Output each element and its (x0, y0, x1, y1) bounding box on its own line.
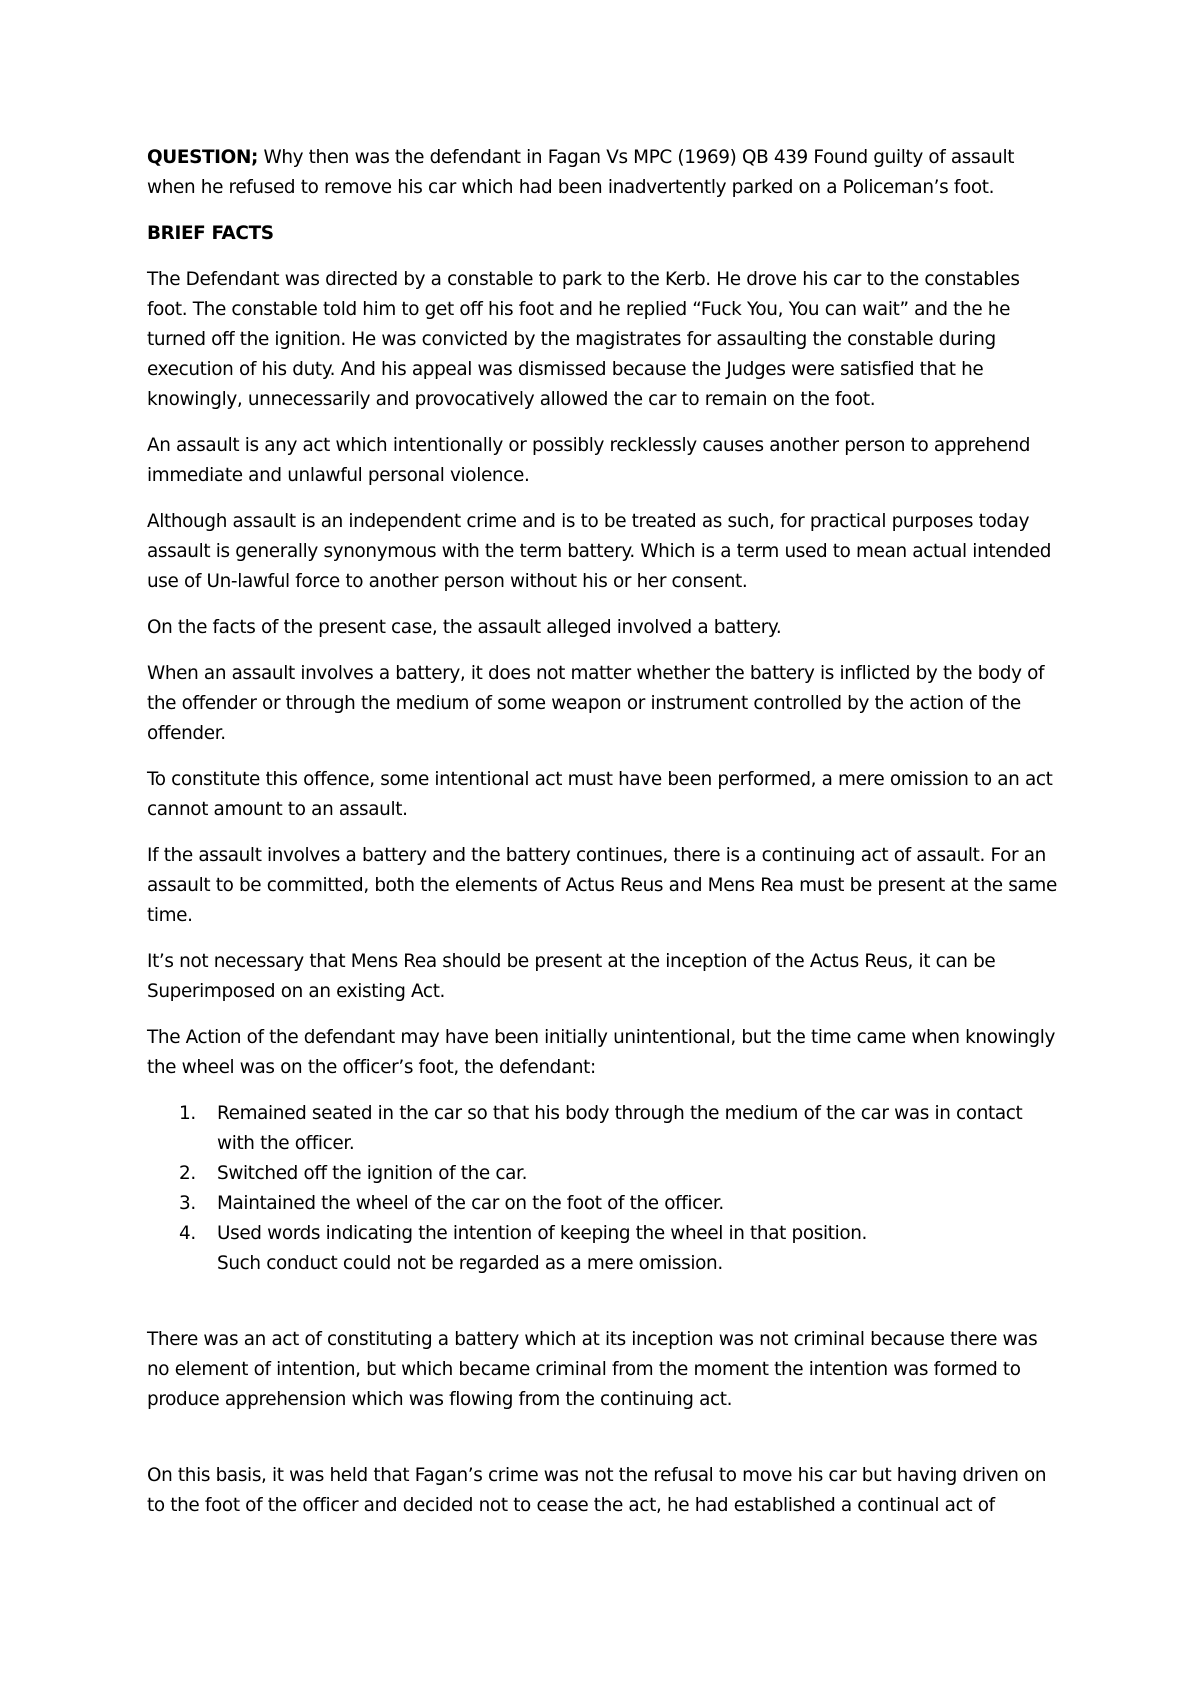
brief-facts-heading: BRIEF FACTS (147, 223, 274, 244)
list-item (147, 1189, 1062, 1219)
body-paragraph: It’s not necessary that Mens Rea should be present at the inception of the Actus Reus, it can be Superimposed on an existing Act. (147, 951, 996, 1002)
list-item-text: Maintained the wheel of the car on the foot of the officer. (217, 1193, 724, 1214)
numbered-list (147, 1099, 1062, 1249)
list-item-number: 4. (179, 1223, 196, 1244)
question-label: QUESTION; (147, 147, 258, 168)
list-item (147, 1099, 1062, 1159)
list-item-number: 3. (179, 1193, 196, 1214)
body-paragraph: The Action of the defendant may have been initially unintentional, but the time came when knowingly the wheel was on the officer’s foot, the defendant: (147, 1027, 1055, 1078)
body-paragraph: If the assault involves a battery and the battery continues, there is a continuing act of assault. For an assault to be committed, both the elements of Actus Reus and Mens Rea must be present at the same time. (147, 845, 1057, 926)
body-paragraph: Although assault is an independent crime and is to be treated as such, for practical purposes today assault is generally synonymous with the term battery. Which is a term used to mean actual intended use of Un-lawful force to another person without his or her consent. (147, 511, 1052, 592)
list-item-text: Switched off the ignition of the car. (217, 1163, 528, 1184)
body-paragraph: On this basis, it was held that Fagan’s crime was not the refusal to move his car but having driven on to the foot of the officer and decided not to cease the act, he had established a continual act of (147, 1465, 1047, 1516)
document-page (147, 143, 1062, 1537)
list-item-text: Remained seated in the car so that his body through the medium of the car was in contact with the officer. (217, 1103, 1023, 1154)
list-item (147, 1159, 1062, 1189)
list-continuation: Such conduct could not be regarded as a mere omission. (217, 1253, 723, 1274)
body-paragraph: The Defendant was directed by a constable to park to the Kerb. He drove his car to the constables foot. The constable told him to get off his foot and he replied “Fuck You, You can wait” and the he turned off the ignition. He was convicted by the magistrates for assaulting the constable during execution of his duty. And his appeal was dismissed because the Judges were satisfied that he knowingly, unnecessarily and provocatively allowed the car to remain on the foot. (147, 269, 1020, 410)
list-item-number: 2. (179, 1163, 196, 1184)
body-paragraph: There was an act of constituting a battery which at its inception was not criminal because there was no element of intention, but which became criminal from the moment the intention was formed to produce apprehension which was flowing from the continuing act. (147, 1329, 1038, 1410)
question-text: Why then was the defendant in Fagan Vs MPC (1969) QB 439 Found guilty of assault when he refused to remove his car which had been inadvertently parked on a Policeman’s foot. (147, 147, 1015, 198)
list-item (147, 1219, 1062, 1249)
body-paragraph: When an assault involves a battery, it does not matter whether the battery is inflicted by the body of the offender or through the medium of some weapon or instrument controlled by the action of the offender. (147, 663, 1045, 744)
body-paragraph: An assault is any act which intentionally or possibly recklessly causes another person to apprehend immediate and unlawful personal violence. (147, 435, 1031, 486)
question-paragraph (147, 143, 1062, 203)
body-paragraph: On the facts of the present case, the assault alleged involved a battery. (147, 617, 782, 638)
list-item-text: Used words indicating the intention of keeping the wheel in that position. (217, 1223, 868, 1244)
list-item-number: 1. (179, 1103, 196, 1124)
body-paragraph: To constitute this offence, some intentional act must have been performed, a mere omission to an act cannot amount to an assault. (147, 769, 1053, 820)
